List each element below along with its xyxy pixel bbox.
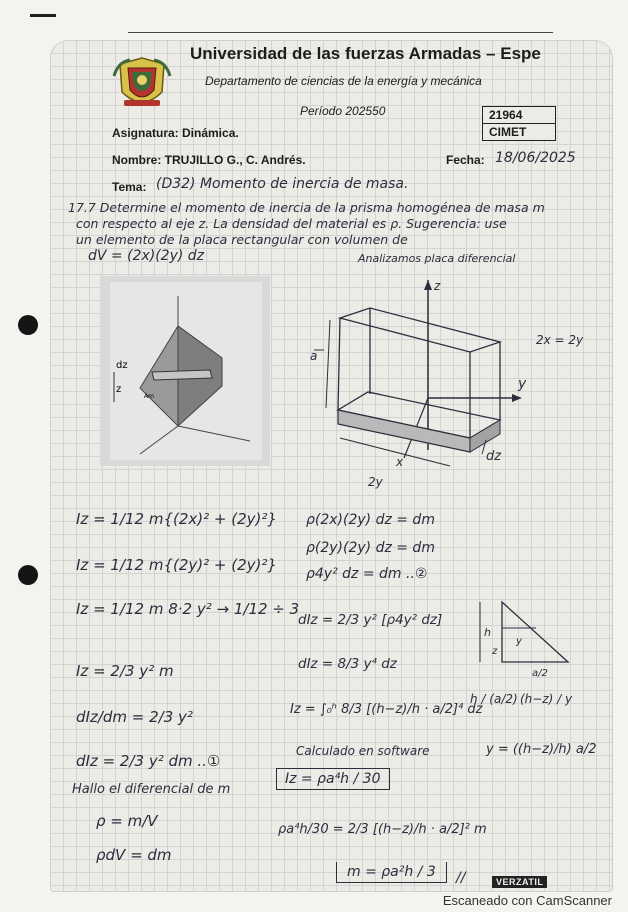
eq-left-2: Iz = 1/12 m{(2y)² + (2y)²} <box>76 556 277 574</box>
tri-y-label: y <box>516 636 522 647</box>
eq-right-6: Iz = ∫₀ʰ 8/3 [(h−z)/h · a/2]⁴ dz <box>290 702 483 717</box>
problem-line-1: 17.7 Determine el momento de inercia de la prisma homogénea de masa m <box>68 200 545 215</box>
eq-right-9: ρa⁴h/30 = 2/3 [(h−z)/h · a/2]² m <box>278 822 487 837</box>
scanner-footer: Escaneado con CamScanner <box>442 893 612 908</box>
textbook-prism-figure <box>100 276 270 466</box>
code-box-number: 21964 <box>482 106 556 124</box>
verzatil-brand-logo: VERZATIL <box>492 876 547 888</box>
date-label: Fecha: <box>446 153 485 167</box>
svg-text:z: z <box>116 384 122 395</box>
eq-right-7: Calculado en software <box>296 744 430 758</box>
diagram-z-label: z <box>434 280 441 293</box>
ratio-left: h / (a/2) <box>470 692 518 706</box>
eq-end-mark: // <box>456 870 466 886</box>
diagram-relation: 2x = 2y <box>536 333 584 347</box>
topic-value: (D32) Momento de inercia de masa. <box>156 176 409 192</box>
eq-right-8-boxed: Iz = ρa⁴h / 30 <box>276 768 390 790</box>
university-title: Universidad de las fuerzas Armadas – Espe <box>190 44 541 63</box>
ratio-right: (h−z) / y <box>520 692 573 706</box>
tri-h-label: h <box>484 626 491 639</box>
tri-a2-label: a/2 <box>532 668 548 678</box>
diagram-a-label: a <box>310 349 318 363</box>
diagram-y-label: y <box>518 376 527 392</box>
svg-text:dz: dz <box>116 360 128 371</box>
problem-note: Analizamos placa diferencial <box>358 252 516 265</box>
eq-right-5: dIz = 8/3 y⁴ dz <box>298 656 397 672</box>
problem-line-2: con respecto al eje z. La densidad del material es ρ. Sugerencia: use <box>76 216 507 231</box>
eq-right-4: dIz = 2/3 y² [ρ4y² dz] <box>298 612 443 628</box>
eq-right-1: ρ(2x)(2y) dz = dm <box>306 512 435 528</box>
eq-right-3: ρ4y² dz = dm ..② <box>306 566 428 582</box>
eq-left-5: dIz/dm = 2/3 y² <box>76 708 193 726</box>
topic-label: Tema: <box>112 180 147 194</box>
problem-line-4: dV = (2x)(2y) dz <box>88 248 205 264</box>
eq-left-4: Iz = 2/3 y² m <box>76 662 174 680</box>
department-name: Departamento de ciencias de la energía y mecánica <box>205 74 482 88</box>
subject: Asignatura: Dinámica. <box>112 126 239 140</box>
svg-text:Am: Am <box>144 393 154 400</box>
date-value: 18/06/2025 <box>495 150 576 166</box>
eq-left-1: Iz = 1/12 m{(2x)² + (2y)²} <box>76 510 277 528</box>
differential-plate-diagram <box>300 280 600 490</box>
binder-hole <box>18 315 38 335</box>
diagram-dz-label: dz <box>486 449 502 464</box>
eq-right-2: ρ(2y)(2y) dz = dm <box>306 540 435 556</box>
y-equation: y = ((h−z)/h) a/2 <box>486 742 597 757</box>
binder-hole <box>18 565 38 585</box>
header-rule <box>128 32 553 33</box>
university-seal-logo <box>110 54 174 114</box>
side-triangle-figure <box>476 598 576 678</box>
eq-left-9: ρdV = dm <box>96 846 172 864</box>
diagram-x-label: x <box>396 455 404 469</box>
eq-left-6: dIz = 2/3 y² dm ..① <box>76 752 221 770</box>
student-name: Nombre: TRUJILLO G., C. Andrés. <box>112 153 306 167</box>
problem-line-3: un elemento de la placa rectangular con volumen de <box>76 232 408 247</box>
code-box-course: CIMET <box>482 123 556 141</box>
margin-dash <box>30 14 56 17</box>
tri-z-label: z <box>492 646 498 657</box>
diagram-2y-label: 2y <box>368 475 383 489</box>
eq-left-8: ρ = m/V <box>96 812 158 830</box>
eq-left-7: Hallo el diferencial de m <box>72 782 231 797</box>
eq-right-10-boxed: m = ρa²h / 3 <box>336 862 447 883</box>
eq-left-3: Iz = 1/12 m 8·2 y² → 1/12 ÷ 3 <box>76 600 300 618</box>
period: Período 202550 <box>300 104 386 118</box>
